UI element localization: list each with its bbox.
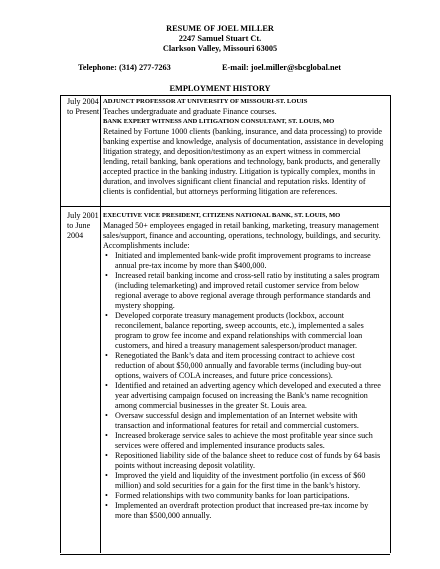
accomplishment-text: Improved the yield and liquidity of the investment portfolio (in excess of $60 million) and sold securities for a gain for the first time in the bank’s history. bbox=[115, 471, 366, 490]
accomplishment-text: Increased brokerage service sales to achieve the most profitable year since such services were offered and implemented insurance products sales. bbox=[115, 431, 373, 450]
list-item bbox=[103, 381, 386, 411]
bullet-icon: • bbox=[105, 491, 108, 500]
table-border-middle bbox=[100, 95, 101, 553]
table-border-left bbox=[60, 95, 61, 553]
list-item bbox=[103, 491, 386, 501]
bullet-icon: • bbox=[105, 411, 108, 420]
accomplishment-text: Initiated and implemented bank-wide profit improvement programs to increase annual pre-tax income by more than $400,000. bbox=[115, 251, 371, 270]
position-description: Teaches undergraduate and graduate Finance courses. bbox=[103, 107, 277, 116]
street-address: 2247 Samuel Stuart Ct. bbox=[178, 34, 262, 43]
accomplishment-text: Developed corporate treasury management products (lockbox, account reconcilement, balance reporting, sweep accounts, etc.), implemented a sales program to grow fee income and expand relationships with commercial loan customers, and hired a treasury management salesperson/product manager. bbox=[115, 311, 364, 350]
list-item bbox=[103, 451, 386, 471]
position-heading: ADJUNCT PROFESSOR AT UNIVERSITY OF MISSOURI-ST. LOUIS bbox=[103, 98, 308, 105]
list-item bbox=[103, 351, 386, 381]
entry-dates: July 2001 to June 2004 bbox=[67, 211, 99, 240]
list-item bbox=[103, 271, 386, 311]
section-title: EMPLOYMENT HISTORY bbox=[169, 84, 271, 93]
accomplishment-text: Increased retail banking income and cross-sell ratio by instituting a sales program (including telemarketing) and improved retail customer service from below regional average to above regional average through performance standards and mystery shopping. bbox=[115, 271, 380, 310]
bullet-icon: • bbox=[105, 451, 108, 460]
entry-dates: July 2004 to Present bbox=[67, 97, 100, 116]
entry-content bbox=[103, 211, 386, 521]
bullet-icon: • bbox=[105, 431, 108, 440]
telephone: Telephone: (314) 277-7263 bbox=[78, 63, 171, 72]
bullet-icon: • bbox=[105, 351, 108, 360]
row-divider bbox=[60, 206, 390, 207]
bullet-icon: • bbox=[105, 501, 108, 510]
accomplishment-text: Repositioned liability side of the balance sheet to reduce cost of funds by 64 basis points without increasing deposit volatility. bbox=[115, 451, 381, 470]
entry-content bbox=[103, 97, 386, 197]
list-item bbox=[103, 431, 386, 451]
city-state-zip: Clarkson Valley, Missouri 63005 bbox=[162, 44, 278, 53]
position-heading: EXECUTIVE VICE PRESIDENT, CITIZENS NATIONAL BANK, ST. LOUIS, MO bbox=[103, 212, 341, 219]
accomplishment-text: Implemented an overdraft protection product that increased pre-tax income by more than $500,000 annually. bbox=[115, 501, 369, 520]
list-item bbox=[103, 501, 386, 521]
accomplishment-text: Renegotiated the Bank’s data and item processing contract to achieve cost reduction of about $50,000 annually and favorable terms (including buy-out options, waivers of COLA increases, and future price concessions). bbox=[115, 351, 362, 380]
bullet-icon: • bbox=[105, 471, 108, 480]
list-item bbox=[103, 311, 386, 351]
position-description: Retained by Fortune 1000 clients (banking, insurance, and data processing) to provide banking expertise and knowledge, analysis of documentation, assistance in developing litigation strategy, and deposition/testimony as an expert witness in commercial lending, retail banking, bank operations and technology, bank products, and generally accepted practice in the banking industry. Litigation is typically complex, months in duration, and involves significant client financial and reputation risks. Identity of clients is confidential, but attorneys performing litigation are references. bbox=[103, 127, 384, 196]
accomplishment-text: Formed relationships with two community banks for loan participations. bbox=[115, 491, 350, 500]
position-description: Managed 50+ employees engaged in retail banking, marketing, treasury management sales/support, finance and accounting, operations, technology, buildings, and security. Accomplishments include: bbox=[103, 221, 381, 250]
accomplishment-list bbox=[103, 251, 386, 521]
accomplishment-text: Oversaw successful design and implementation of an Internet website with transaction and informational features for retail and commercial customers. bbox=[115, 411, 359, 430]
accomplishment-text: Identified and retained an adverting agency which developed and executed a three year advertising campaign focused on increasing the Bank’s name recognition among commercial businesses in the greater St. Louis area. bbox=[115, 381, 381, 410]
position-heading: BANK EXPERT WITNESS AND LITIGATION CONSULTANT, ST. LOUIS, MO bbox=[103, 118, 335, 125]
email-address: E-mail: joel.miller@sbcglobal.net bbox=[222, 63, 342, 72]
resume-title: RESUME OF JOEL MILLER bbox=[166, 24, 274, 33]
list-item bbox=[103, 251, 386, 271]
bullet-icon: • bbox=[105, 381, 108, 390]
bullet-icon: • bbox=[105, 271, 108, 280]
list-item bbox=[103, 411, 386, 431]
table-border-right bbox=[390, 95, 391, 553]
list-item bbox=[103, 471, 386, 491]
bullet-icon: • bbox=[105, 311, 108, 320]
bullet-icon: • bbox=[105, 251, 108, 260]
